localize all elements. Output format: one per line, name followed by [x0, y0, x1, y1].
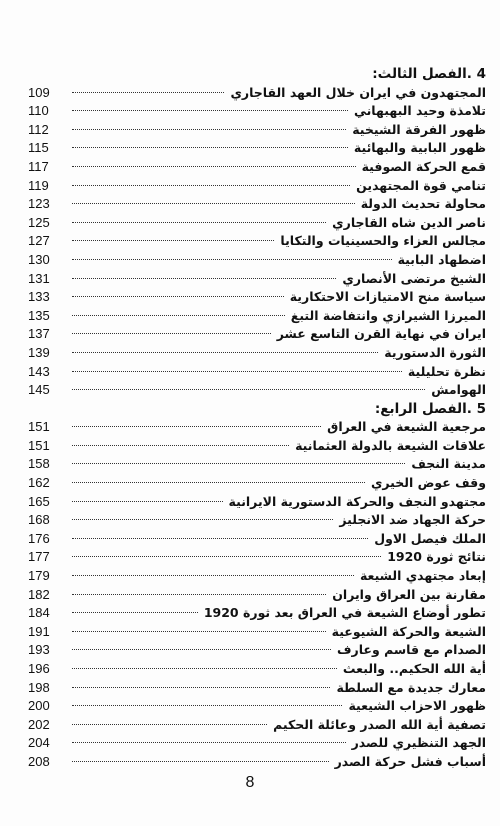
dot-leader — [72, 575, 354, 576]
toc-page-number: 133 — [28, 289, 50, 305]
toc-page-number: 202 — [28, 716, 50, 732]
dot-leader — [72, 259, 392, 260]
toc-entry — [24, 455, 486, 474]
dot-leader — [72, 315, 285, 316]
toc-title: الشيعة والحركة الشيوعية — [331, 623, 486, 639]
toc-page-number: 145 — [28, 382, 50, 398]
toc-page-number: 135 — [28, 307, 50, 323]
toc-page-number: 158 — [28, 456, 50, 472]
toc-page-number: 139 — [28, 344, 50, 360]
dot-leader — [72, 371, 402, 372]
dot-leader — [72, 185, 350, 186]
toc-entry — [24, 270, 486, 289]
toc-page-number: 109 — [28, 84, 50, 100]
toc-title: مجالس العزاء والحسينيات والتكايا — [280, 233, 486, 249]
dot-leader — [72, 333, 271, 334]
toc-page-number: 191 — [28, 623, 50, 639]
toc-entry — [24, 437, 486, 456]
toc-page-number: 151 — [28, 419, 50, 435]
toc-page-number: 177 — [28, 549, 50, 565]
toc-entry — [24, 195, 486, 214]
dot-leader — [72, 612, 198, 613]
toc-entry — [24, 716, 486, 735]
toc-entry — [24, 307, 486, 326]
dot-leader — [72, 222, 326, 223]
toc-title: الهوامش — [431, 382, 486, 398]
dot-leader — [72, 631, 326, 632]
toc-page-number: 165 — [28, 493, 50, 509]
toc-title: مجتهدو النجف والحركة الدستورية الايرانية — [228, 493, 486, 509]
toc-page-number: 125 — [28, 214, 50, 230]
dot-leader — [72, 649, 331, 650]
toc-page-number: 204 — [28, 735, 50, 751]
dot-leader — [72, 724, 267, 725]
toc-title: وقف عوض الخيري — [370, 475, 486, 491]
dot-leader — [72, 705, 342, 706]
toc-entry — [24, 734, 486, 753]
toc-title: ظهور الاحزاب الشيعية — [348, 698, 486, 714]
dot-leader — [72, 482, 365, 483]
toc-title: معارك جديدة مع السلطة — [336, 679, 486, 695]
dot-leader — [72, 538, 368, 539]
toc-page-number: 184 — [28, 605, 50, 621]
dot-leader — [72, 240, 274, 241]
dot-leader — [72, 147, 348, 148]
dot-leader — [72, 463, 405, 464]
toc-title: أسباب فشل حركة الصدر — [334, 753, 486, 769]
toc-page-number: 130 — [28, 251, 50, 267]
toc-page-number: 179 — [28, 568, 50, 584]
toc-entry — [24, 753, 486, 772]
toc-title: الصدام مع قاسم وعارف — [337, 642, 486, 658]
toc-entry — [24, 586, 486, 605]
toc-entry — [24, 604, 486, 623]
toc-title: حركة الجهاد ضد الانجليز — [339, 512, 486, 528]
toc-title: تطور أوضاع الشيعة في العراق بعد ثورة 1920 — [203, 605, 486, 621]
toc-entry — [24, 567, 486, 586]
dot-leader — [72, 556, 381, 557]
toc-page-number: 110 — [28, 103, 49, 119]
toc-title: سياسة منح الامتيازات الاحتكارية — [289, 289, 486, 305]
toc-entry — [24, 121, 486, 140]
toc-page-number: 151 — [28, 437, 50, 453]
toc-page-number: 198 — [28, 679, 50, 695]
toc-page-number: 117 — [28, 158, 49, 174]
toc-title: اضطهاد البابية — [397, 251, 486, 267]
toc-title: ناصر الدين شاه القاجاري — [332, 214, 486, 230]
dot-leader — [72, 203, 355, 204]
toc-entry — [24, 697, 486, 716]
toc-entry — [24, 344, 486, 363]
toc-title: الشيخ مرتضى الأنصاري — [342, 270, 486, 286]
toc-page-number: 137 — [28, 326, 50, 342]
toc-entry — [24, 679, 486, 698]
toc-title: تلامذة وحيد البهبهاني — [353, 103, 486, 119]
dot-leader — [72, 445, 289, 446]
toc-title: مقارنة بين العراق وايران — [332, 586, 486, 602]
dot-leader — [72, 742, 346, 743]
toc-title: محاولة تحديث الدولة — [360, 196, 486, 212]
toc-title: ايران في نهاية القرن التاسع عشر — [276, 326, 486, 342]
dot-leader — [72, 426, 321, 427]
chapter-heading: 4 .الفصل الثالث: — [372, 66, 486, 82]
dot-leader — [72, 594, 326, 595]
toc-entry — [24, 418, 486, 437]
toc-title: مدينة النجف — [411, 456, 486, 472]
toc-entry — [24, 325, 486, 344]
toc-title: مرجعية الشيعة في العراق — [327, 419, 486, 435]
toc-title: الثورة الدستورية — [384, 344, 486, 360]
toc-page-number: 123 — [28, 196, 50, 212]
dot-leader — [72, 166, 356, 167]
toc-entry — [24, 232, 486, 251]
toc-page-number: 119 — [28, 177, 49, 193]
toc-entry — [24, 363, 486, 382]
toc-entry — [24, 251, 486, 270]
dot-leader — [72, 278, 336, 279]
toc-page-number: 115 — [28, 140, 49, 156]
toc-title: إبعاد مجتهدي الشيعة — [359, 568, 486, 584]
toc-title: الميرزا الشيرازي وانتفاضة التبغ — [290, 307, 486, 323]
page-number: 8 — [245, 774, 255, 791]
toc-page-number: 131 — [28, 270, 50, 286]
toc-entry — [24, 623, 486, 642]
toc-title: نظرة تحليلية — [407, 363, 486, 379]
toc-page-number: 193 — [28, 642, 50, 658]
toc-entry — [24, 530, 486, 549]
toc-page-number: 112 — [28, 121, 49, 137]
dot-leader — [72, 687, 330, 688]
dot-leader — [72, 352, 378, 353]
toc-entry — [24, 660, 486, 679]
dot-leader — [72, 668, 337, 669]
toc-entry — [24, 474, 486, 493]
dot-leader — [72, 501, 223, 502]
toc-entry — [24, 641, 486, 660]
dot-leader — [72, 761, 329, 762]
chapter-heading: 5 .الفصل الرابع: — [374, 400, 486, 417]
toc-page-number: 162 — [28, 475, 50, 491]
dot-leader — [72, 129, 346, 130]
toc-page-number: 168 — [28, 512, 50, 528]
toc-entry — [24, 177, 486, 196]
toc-title: الجهد التنظيري للصدر — [351, 735, 486, 751]
dot-leader — [72, 389, 425, 390]
toc-title: أية الله الحكيم.. والبعث — [342, 661, 486, 676]
toc-entry — [24, 288, 486, 307]
dot-leader — [72, 110, 348, 111]
toc-page-number: 127 — [28, 233, 50, 249]
toc-page-number: 143 — [28, 363, 50, 379]
dot-leader — [72, 92, 224, 93]
toc-page-number: 208 — [28, 753, 50, 769]
toc-title: تصفية أية الله الصدر وعائلة الحكيم — [273, 716, 486, 732]
toc-entry — [24, 84, 486, 103]
toc-entry — [24, 381, 486, 400]
toc-title: الملك فيصل الاول — [374, 530, 486, 546]
toc-title: المجتهدون في ايران خلال العهد القاجاري — [230, 84, 486, 100]
toc-entry — [24, 214, 486, 233]
table-of-contents — [24, 65, 486, 772]
toc-entry — [24, 548, 486, 567]
toc-page-number: 176 — [28, 530, 50, 546]
toc-title: قمع الحركة الصوفية — [361, 158, 486, 174]
toc-page-number: 182 — [28, 586, 50, 602]
toc-page-number: 200 — [28, 698, 50, 714]
toc-entry — [24, 102, 486, 121]
toc-entry — [24, 511, 486, 530]
toc-page-number: 196 — [28, 661, 50, 676]
toc-title: علاقات الشيعة بالدولة العثمانية — [295, 437, 486, 453]
toc-title: نتائج ثورة 1920 — [387, 549, 486, 565]
toc-entry — [24, 493, 486, 512]
toc-entry — [24, 158, 486, 177]
toc-title: ظهور البابية والبهائية — [353, 140, 486, 156]
toc-title: ظهور الفرقة الشيخية — [352, 121, 486, 137]
dot-leader — [72, 296, 284, 297]
toc-entry — [24, 139, 486, 158]
toc-title: تنامي قوة المجتهدين — [356, 177, 486, 193]
dot-leader — [72, 519, 333, 520]
